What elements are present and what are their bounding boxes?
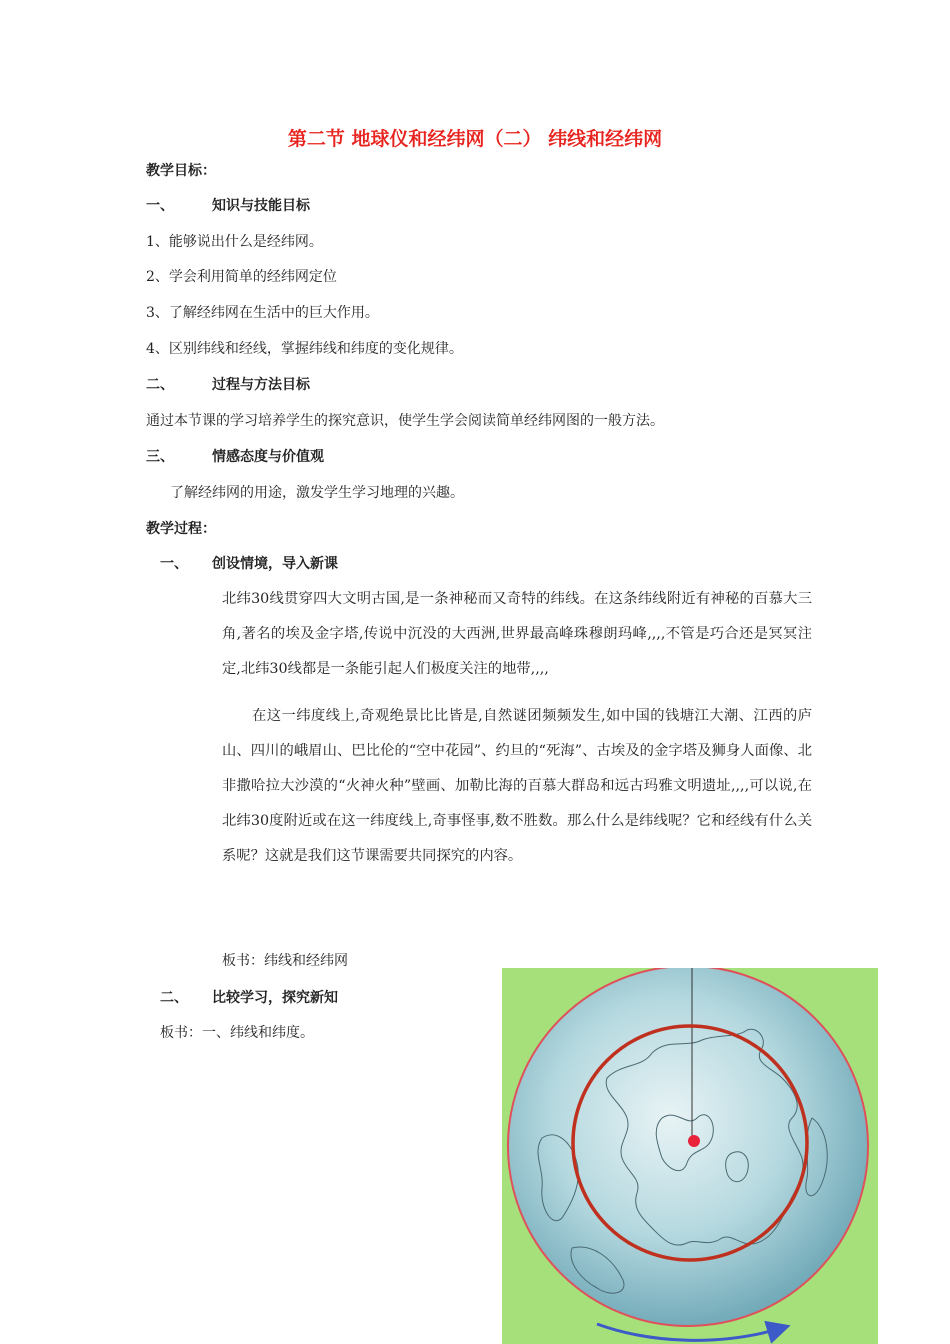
- objective-item: 2、学会利用简单的经纬网定位: [146, 269, 337, 285]
- knowledge-heading: [146, 195, 310, 215]
- heading-text: 情感态度与价值观: [212, 449, 324, 465]
- globe-body: [508, 968, 868, 1326]
- objective-item: 4、区别纬线和经线，掌握纬线和纬度的变化规律。: [146, 341, 463, 357]
- objective-item: 3、了解经纬网在生活中的巨大作用。: [146, 305, 379, 321]
- objectives-heading: 教学目标：: [146, 163, 216, 179]
- heading-text: 知识与技能目标: [212, 198, 310, 214]
- process-heading: [146, 374, 310, 394]
- page-title: 第二节 地球仪和经纬网（二） 纬线和经纬网: [287, 128, 663, 150]
- emotion-text: 了解经纬网的用途，激发学生学习地理的兴趣。: [170, 485, 464, 501]
- intro-paragraph: 北纬30线贯穿四大文明古国,是一条神秘而又奇特的纬线。在这条纬线附近有神秘的百慕大三角,著名的埃及金字塔,传说中沉没的大西洲,世界最高峰珠穆朗玛峰,,,,不管是巧合还是冥冥注定,北纬30线都是一条能引起人们极度关注的地带,,,,: [222, 591, 812, 677]
- process-text: 通过本节课的学习培养学生的探究意识，使学生学会阅读简单经纬网图的一般方法。: [146, 413, 664, 429]
- board-note: 板书：纬线和经纬网: [222, 953, 348, 969]
- step1-heading: [160, 553, 338, 573]
- heading-number: 一、: [160, 556, 188, 572]
- globe-figure: [502, 968, 878, 1344]
- heading-text: 过程与方法目标: [212, 377, 310, 393]
- intro-paragraph-2: 在这一纬度线上,奇观绝景比比皆是,自然谜团频频发生,如中国的钱塘江大潮、江西的庐山、四川的峨眉山、巴比伦的“空中花园”、约旦的“死海”、古埃及的金字塔及狮身人面像、北非撒哈拉大沙漠的“火神火种”壁画、加勒比海的百慕大群岛和远古玛雅文明遗址,,,,可以说,在北纬30度附近或在这一纬度线上,奇事怪事,数不胜数。那么什么是纬线呢？它和经线有什么关系呢？这就是我们这节课需要共同探究的内容。: [222, 708, 812, 864]
- heading-text: 比较学习，探究新知: [212, 990, 338, 1006]
- teaching-process-heading: 教学过程：: [146, 521, 216, 537]
- heading-number: 二、: [146, 377, 174, 393]
- step2-heading: [160, 987, 338, 1007]
- heading-text: 创设情境，导入新课: [212, 556, 338, 572]
- north-pole-dot: [688, 1135, 700, 1147]
- heading-number: 一、: [146, 198, 174, 214]
- objective-item: 1、能够说出什么是经纬网。: [146, 234, 323, 250]
- heading-number: 三、: [146, 449, 174, 465]
- board-note-2: 板书：一、纬线和纬度。: [160, 1025, 314, 1041]
- emotion-heading: [146, 446, 324, 466]
- heading-number: 二、: [160, 990, 188, 1006]
